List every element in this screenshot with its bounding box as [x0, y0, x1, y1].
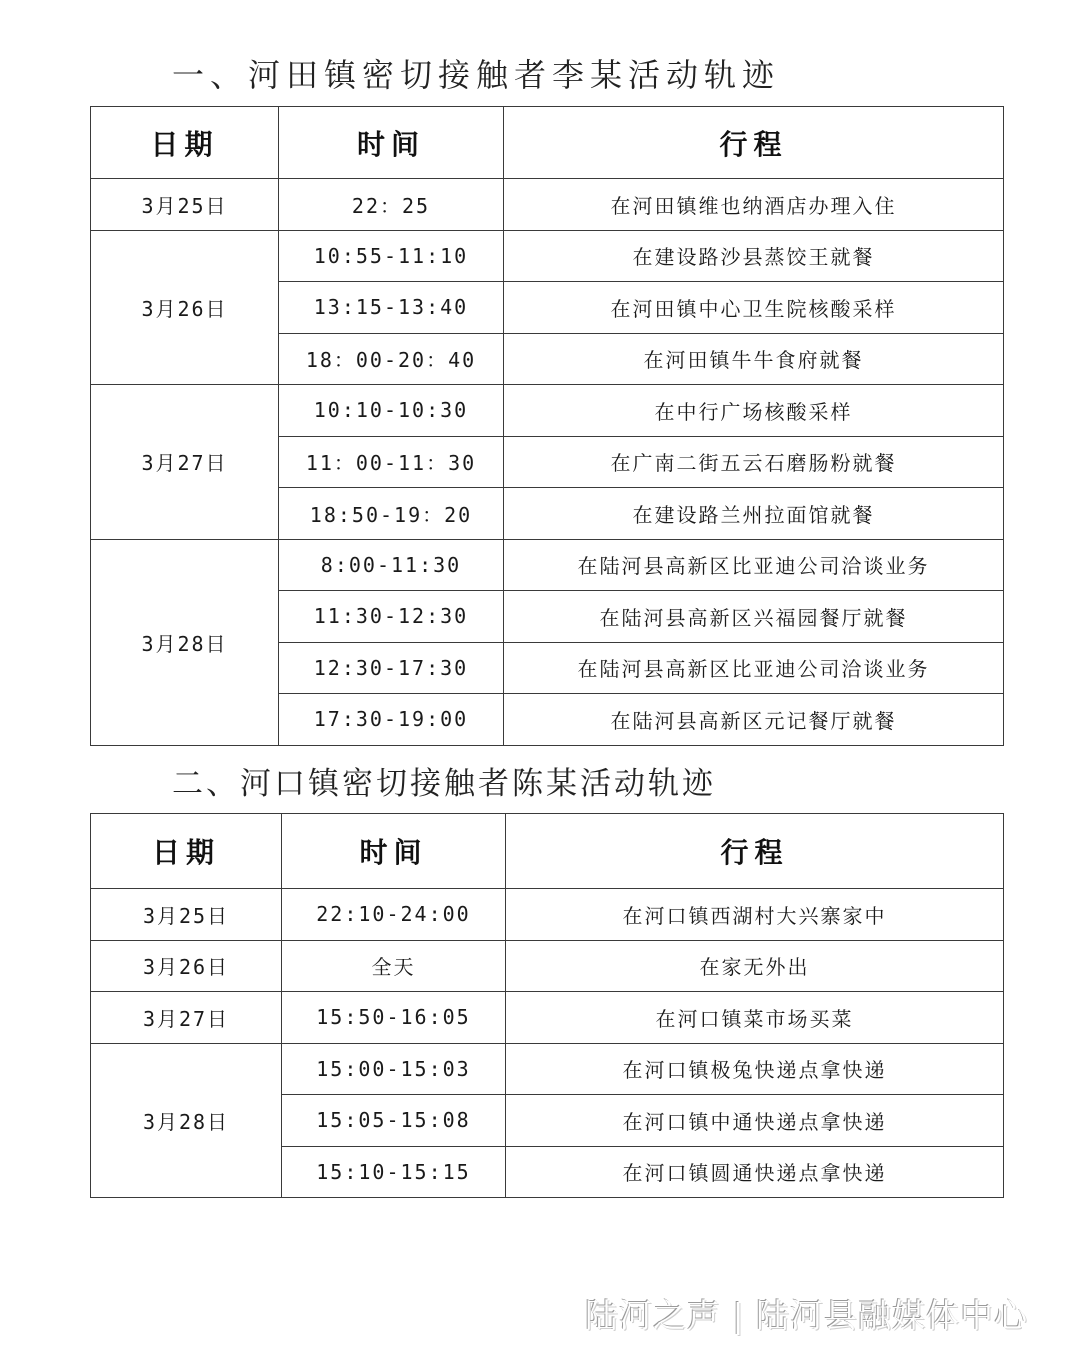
itinerary-cell: 在广南二街五云石磨肠粉就餐 [504, 436, 1004, 488]
table-row [91, 179, 1004, 231]
table-row [91, 385, 1004, 437]
table-row [91, 992, 1004, 1044]
itinerary-cell: 在建设路沙县蒸饺王就餐 [504, 230, 1004, 282]
table-header-row [91, 107, 1004, 179]
header-itinerary: 行程 [504, 107, 1004, 179]
date-cell: 3月27日 [91, 992, 282, 1044]
time-cell: 15:00-15:03 [282, 1043, 506, 1095]
itinerary-cell: 在陆河县高新区元记餐厅就餐 [504, 694, 1004, 746]
itinerary-cell: 在河口镇菜市场买菜 [506, 992, 1004, 1044]
date-cell: 3月25日 [91, 179, 279, 231]
itinerary-cell: 在河口镇中通快递点拿快递 [506, 1095, 1004, 1147]
time-cell: 17:30-19:00 [279, 694, 504, 746]
time-cell: 13:15-13:40 [279, 282, 504, 334]
time-cell: 15:05-15:08 [282, 1095, 506, 1147]
itinerary-cell: 在河田镇牛牛食府就餐 [504, 333, 1004, 385]
date-cell: 3月27日 [91, 385, 279, 540]
table-row [91, 230, 1004, 282]
itinerary-cell: 在河口镇圆通快递点拿快递 [506, 1146, 1004, 1198]
table-row [91, 940, 1004, 992]
time-cell: 11:30-12:30 [279, 591, 504, 643]
date-cell: 3月28日 [91, 539, 279, 745]
date-cell: 3月26日 [91, 940, 282, 992]
header-time: 时间 [282, 814, 506, 889]
header-date: 日期 [91, 107, 279, 179]
itinerary-cell: 在陆河县高新区比亚迪公司洽谈业务 [504, 539, 1004, 591]
table-row [91, 1043, 1004, 1095]
itinerary-cell: 在陆河县高新区比亚迪公司洽谈业务 [504, 642, 1004, 694]
time-cell: 22：25 [279, 179, 504, 231]
itinerary-cell: 在河田镇中心卫生院核酸采样 [504, 282, 1004, 334]
date-cell: 3月26日 [91, 230, 279, 385]
table-row [91, 889, 1004, 941]
table-header-row [91, 814, 1004, 889]
time-cell: 全天 [282, 940, 506, 992]
time-cell: 15:10-15:15 [282, 1146, 506, 1198]
time-cell: 18：00-20：40 [279, 333, 504, 385]
header-time: 时间 [279, 107, 504, 179]
date-cell: 3月25日 [91, 889, 282, 941]
time-cell: 12:30-17:30 [279, 642, 504, 694]
time-cell: 10:10-10:30 [279, 385, 504, 437]
time-cell: 22:10-24:00 [282, 889, 506, 941]
header-date: 日期 [91, 814, 282, 889]
time-cell: 11：00-11：30 [279, 436, 504, 488]
itinerary-cell: 在家无外出 [506, 940, 1004, 992]
itinerary-cell: 在河口镇西湖村大兴寨家中 [506, 889, 1004, 941]
itinerary-cell: 在建设路兰州拉面馆就餐 [504, 488, 1004, 540]
itinerary-cell: 在河田镇维也纳酒店办理入住 [504, 179, 1004, 231]
section-2-title: 二、河口镇密切接触者陈某活动轨迹 [172, 766, 716, 802]
time-cell: 15:50-16:05 [282, 992, 506, 1044]
date-cell: 3月28日 [91, 1043, 282, 1198]
header-itinerary: 行程 [506, 814, 1004, 889]
time-cell: 8:00-11:30 [279, 539, 504, 591]
source-watermark: 陆河之声 | 陆河县融媒体中心 [585, 1296, 1029, 1335]
time-cell: 10:55-11:10 [279, 230, 504, 282]
itinerary-cell: 在陆河县高新区兴福园餐厅就餐 [504, 591, 1004, 643]
itinerary-cell: 在中行广场核酸采样 [504, 385, 1004, 437]
trace-table-chen [90, 813, 1004, 1198]
itinerary-cell: 在河口镇极兔快递点拿快递 [506, 1043, 1004, 1095]
table-row [91, 539, 1004, 591]
time-cell: 18:50-19：20 [279, 488, 504, 540]
section-1-title: 一、河田镇密切接触者李某活动轨迹 [172, 56, 781, 94]
trace-table-li [90, 106, 1004, 746]
